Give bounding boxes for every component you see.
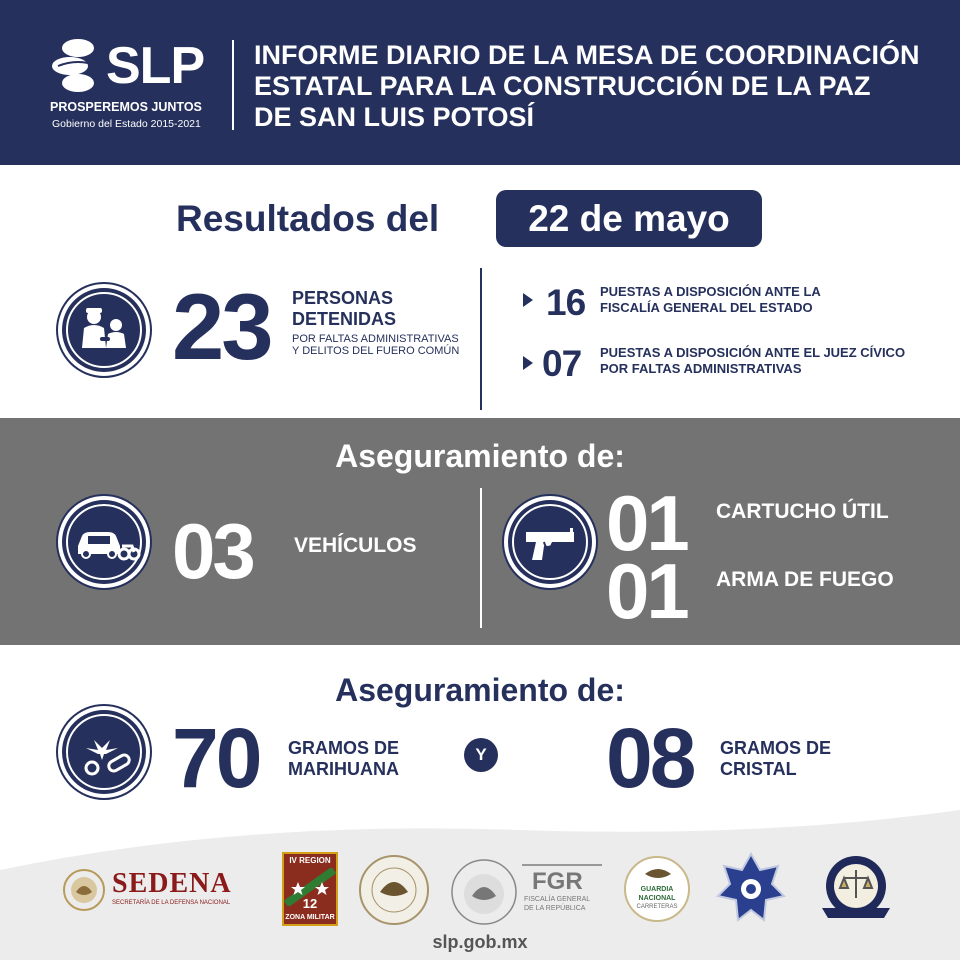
title-line-1: INFORME DIARIO DE LA MESA DE COORDINACIÓN — [254, 40, 920, 70]
detained-note-line-2: Y DELITOS DEL FUERO COMÚN — [292, 345, 460, 357]
marijuana-label-line-2: MARIHUANA — [288, 759, 399, 779]
region-label: IV REGION — [289, 856, 331, 865]
mexico-seal-icon — [62, 868, 106, 912]
breakdown-2-line-1: PUESTAS A DISPOSICIÓN ANTE EL JUEZ CÍVICO — [600, 345, 906, 360]
firearm-label: ARMA DE FUEGO — [716, 568, 894, 591]
logo-tagline: PROSPEREMOS JUNTOS — [50, 100, 202, 114]
date-badge: 22 de mayo — [496, 190, 762, 247]
seizure-title-2: Aseguramiento de: — [335, 672, 625, 708]
vehicles-count: 03 — [172, 507, 253, 595]
fgr-subtitle-1: FISCALÍA GENERAL — [524, 896, 591, 903]
seizure-weapons-band — [0, 418, 960, 645]
gn-line-1: GUARDIA — [640, 886, 674, 893]
vehicles-label: VEHÍCULOS — [294, 534, 417, 557]
fgr-wordmark: FGR — [532, 868, 583, 895]
mexican-coat-of-arms-icon — [448, 856, 520, 928]
breakdown-2-line-2: POR FALTAS ADMINISTRATIVAS — [600, 361, 802, 376]
marijuana-count: 70 — [172, 711, 260, 805]
detained-note — [292, 333, 459, 357]
breakdown-label-2 — [600, 345, 905, 377]
region-number: 12 — [302, 896, 318, 911]
seizure-title-1: Aseguramiento de: — [335, 438, 625, 474]
detained-person-icon — [62, 288, 146, 372]
logo-subline: Gobierno del Estado 2015-2021 — [52, 118, 201, 130]
ammo-count: 01 — [606, 479, 687, 567]
slp-logo-icon — [48, 36, 108, 96]
marijuana-label — [288, 738, 399, 780]
detained-label-line-2: DETENIDAS — [292, 309, 397, 329]
crystal-label-line-1: GRAMOS DE — [720, 738, 832, 758]
weapons-icon-badge — [504, 496, 596, 588]
eagle-icon — [643, 864, 673, 884]
ammo-label: CARTUCHO ÚTIL — [716, 500, 889, 523]
fgr-logo — [522, 864, 602, 916]
zona-militar-logo — [282, 852, 338, 926]
detained-divider — [480, 268, 482, 410]
guardia-nacional-seal-icon — [358, 854, 430, 926]
connector-badge: Y — [464, 738, 498, 772]
title-line-3: DE SAN LUIS POTOSÍ — [254, 102, 535, 132]
website-link[interactable]: slp.gob.mx — [432, 932, 528, 952]
sedena-subtitle: SECRETARÍA DE LA DEFENSA NACIONAL — [112, 900, 231, 906]
pistol-icon — [508, 500, 592, 584]
detained-icon-badge — [58, 284, 150, 376]
vehicles-icon-badge — [58, 496, 150, 588]
slp-logo — [48, 36, 218, 136]
breakdown-1-line-2: FISCALÍA GENERAL DEL ESTADO — [600, 300, 813, 315]
breakdown-count-1: 16 — [546, 282, 586, 323]
guardia-nacional-carreteras-logo — [624, 856, 690, 922]
seizure-divider — [480, 488, 482, 628]
arrow-right-icon — [522, 292, 534, 308]
results-label: Resultados del — [176, 198, 440, 239]
logo-text: SLP — [106, 37, 205, 95]
arrow-right-icon — [522, 355, 534, 371]
drugs-icon — [62, 710, 146, 794]
fgr-subtitle-2: DE LA REPÚBLICA — [524, 905, 586, 912]
detained-count: 23 — [172, 274, 271, 379]
gn-line-3: CARRETERAS — [636, 904, 678, 910]
page-title — [254, 40, 934, 133]
region-zone: ZONA MILITAR — [285, 914, 335, 921]
sedena-wordmark: SEDENA — [112, 868, 232, 899]
detained-label-line-1: PERSONAS — [292, 288, 394, 308]
firearm-count: 01 — [606, 547, 687, 635]
fiscalia-estado-seal-icon — [818, 852, 894, 924]
police-badge-icon — [716, 852, 786, 926]
crystal-label-line-2: CRISTAL — [720, 759, 797, 779]
breakdown-1-line-1: PUESTAS A DISPOSICIÓN ANTE LA — [600, 284, 821, 299]
gn-line-2: NACIONAL — [638, 895, 676, 902]
header-divider — [232, 40, 234, 130]
marijuana-label-line-1: GRAMOS DE — [288, 738, 400, 758]
breakdown-label-1 — [600, 284, 821, 316]
car-motorcycle-icon — [62, 500, 146, 584]
title-line-2: ESTATAL PARA LA CONSTRUCCIÓN DE LA PAZ — [254, 71, 871, 101]
sedena-logo — [62, 866, 257, 916]
breakdown-count-2: 07 — [542, 343, 582, 384]
detained-note-line-1: POR FALTAS ADMINISTRATIVAS — [292, 333, 459, 345]
header-banner — [0, 0, 960, 165]
crystal-label — [720, 738, 831, 780]
detained-label — [292, 288, 396, 330]
crystal-count: 08 — [606, 711, 694, 805]
drugs-icon-badge — [58, 706, 150, 798]
